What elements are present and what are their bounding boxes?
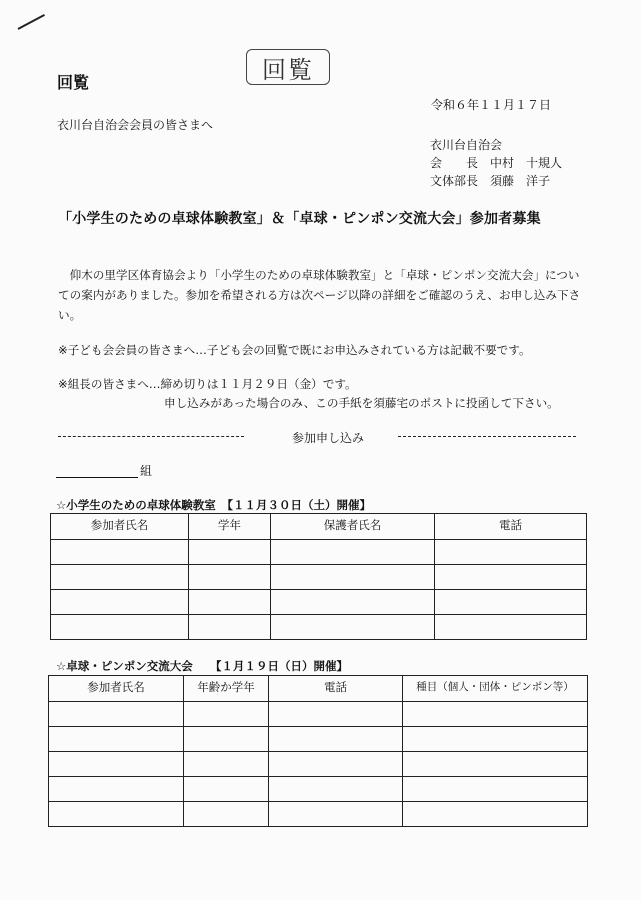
table-cell[interactable] — [271, 540, 435, 565]
table-cell[interactable] — [271, 590, 435, 615]
table-cell[interactable] — [184, 802, 269, 827]
table-cell[interactable] — [51, 590, 189, 615]
table-row — [49, 752, 588, 777]
table1-col-grade: 学年 — [189, 514, 271, 540]
table-cell[interactable] — [435, 615, 587, 640]
table-cell[interactable] — [269, 802, 403, 827]
table-cell[interactable] — [184, 727, 269, 752]
table-cell[interactable] — [435, 540, 587, 565]
table-cell[interactable] — [269, 752, 403, 777]
table2-header-row — [49, 676, 588, 702]
table-cell[interactable] — [184, 777, 269, 802]
note-children-club: ※子ども会会員の皆さまへ…子ども会の回覧で既にお申込みされている方は記載不要です。 — [58, 343, 531, 357]
table-cell[interactable] — [51, 615, 189, 640]
table-cell[interactable] — [435, 590, 587, 615]
table-row — [49, 727, 588, 752]
table1-header-row — [51, 514, 587, 540]
table-row — [51, 615, 587, 640]
group-suffix: 組 — [140, 464, 153, 478]
table-cell[interactable] — [269, 777, 403, 802]
sender-chair: 会 長 中村 十規人 — [430, 156, 563, 170]
table2-col-event: 種目（個人・団体・ピンポン等） — [403, 676, 588, 702]
intro-paragraph: 仰木の里学区体育協会より「小学生のための卓球体験教室」と「卓球・ピンポン交流大会」についての案内がありました。参加を希望される方は次ページ以降の詳細をご確認のうえ、お申し込み下さい。 — [58, 268, 581, 322]
table-cell[interactable] — [269, 727, 403, 752]
table-row — [49, 702, 588, 727]
dash-divider-right — [398, 436, 576, 437]
table1-col-phone: 電話 — [435, 514, 587, 540]
table-cell[interactable] — [403, 702, 588, 727]
table2-col-name: 参加者氏名 — [49, 676, 184, 702]
table-cell[interactable] — [49, 702, 184, 727]
headline: 「小学生のための卓球体験教室」＆「卓球・ピンポン交流大会」参加者募集 — [58, 211, 541, 227]
table-cell[interactable] — [49, 752, 184, 777]
table-row — [51, 565, 587, 590]
table-cell[interactable] — [435, 565, 587, 590]
table-row — [49, 802, 588, 827]
table-cell[interactable] — [189, 565, 271, 590]
table-row — [51, 590, 587, 615]
form-section-label: 参加申し込み — [292, 431, 365, 445]
dash-divider-left — [58, 436, 244, 437]
table-cell[interactable] — [271, 565, 435, 590]
group-number-field[interactable] — [56, 463, 138, 478]
table-cell[interactable] — [271, 615, 435, 640]
table1-title: ☆小学生のための卓球体験教室 【１１月３０日（土）開催】 — [56, 498, 372, 512]
table1-lesson-entry — [50, 513, 587, 640]
table-cell[interactable] — [189, 540, 271, 565]
pen-mark — [18, 14, 45, 30]
table2-tournament-entry — [48, 675, 588, 827]
note-submission: 申し込みがあった場合のみ、この手紙を須藤宅のポストに投函して下さい。 — [164, 396, 559, 410]
table2-col-phone: 電話 — [269, 676, 403, 702]
addressee: 衣川台自治会会員の皆さまへ — [57, 118, 214, 132]
table-cell[interactable] — [403, 727, 588, 752]
table2-col-age: 年齢か学年 — [184, 676, 269, 702]
table-cell[interactable] — [184, 702, 269, 727]
table-cell[interactable] — [49, 727, 184, 752]
table2-title: ☆卓球・ピンポン交流大会 【１月１９日（日）開催】 — [56, 659, 349, 673]
note-deadline: ※組長の皆さまへ…締め切りは１１月２９日（金）です。 — [58, 377, 357, 391]
table1-col-guardian: 保護者氏名 — [271, 514, 435, 540]
table-cell[interactable] — [269, 702, 403, 727]
document-title: 回覧 — [57, 73, 90, 92]
sender-org: 衣川台自治会 — [430, 138, 503, 152]
table-row — [51, 540, 587, 565]
table-cell[interactable] — [184, 752, 269, 777]
table-cell[interactable] — [403, 752, 588, 777]
table-cell[interactable] — [49, 777, 184, 802]
table-cell[interactable] — [51, 540, 189, 565]
table-row — [49, 777, 588, 802]
table-cell[interactable] — [403, 802, 588, 827]
circulation-stamp: 回覧 — [246, 49, 330, 85]
table-cell[interactable] — [51, 565, 189, 590]
table-cell[interactable] — [49, 802, 184, 827]
table-cell[interactable] — [189, 590, 271, 615]
table-cell[interactable] — [189, 615, 271, 640]
issue-date: 令和６年１１月１７日 — [431, 98, 552, 112]
sender-dept-head: 文体部長 須藤 洋子 — [430, 174, 551, 188]
table-cell[interactable] — [403, 777, 588, 802]
table1-col-name: 参加者氏名 — [51, 514, 189, 540]
